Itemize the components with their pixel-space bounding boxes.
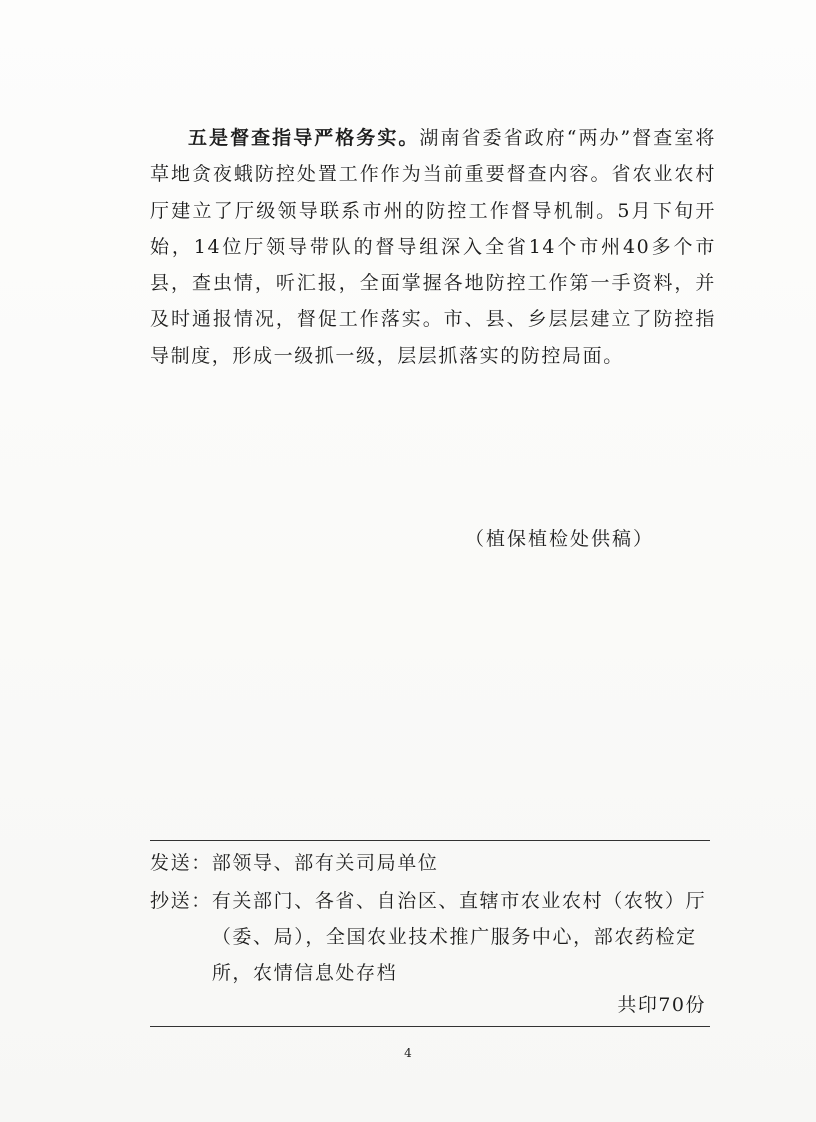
top-divider: [150, 840, 710, 841]
cc-recipients: 有关部门、各省、自治区、直辖市农业农村（农牧）厅（委、局），全国农业技术推广服务中心，部农药检定所，农情信息处存档: [211, 890, 707, 984]
bottom-divider: [150, 1026, 710, 1027]
send-label: 发送：: [150, 852, 212, 874]
body-paragraph: [150, 120, 716, 374]
paragraph-text: 湖南省委省政府“两办”督查室将草地贪夜蛾防控处置工作作为当前重要督查内容。省农业农村厅建立了厅级领导联系市州的防控工作督导机制。5月下旬开始，14位厅领导带队的督导组深入全省14个市州40多个市县，查虫情，听汇报，全面掌握各地防控工作第一手资料，并及时通报情况，督促工作落实。市、县、乡层层建立了防控指导制度，形成一级抓一级，层层抓落实的防控局面。: [150, 127, 716, 367]
send-recipients: 部领导、部有关司局单位: [211, 852, 439, 874]
print-count: 共印70份: [617, 994, 706, 1016]
page-number: 4: [404, 1046, 412, 1060]
cc-label: 抄送：: [150, 890, 212, 912]
source-attribution: （植保植检处供稿）: [464, 528, 654, 550]
cc-line: [150, 883, 716, 991]
send-line: [150, 848, 716, 875]
paragraph-lead: 五是督查指导严格务实。: [188, 127, 420, 149]
